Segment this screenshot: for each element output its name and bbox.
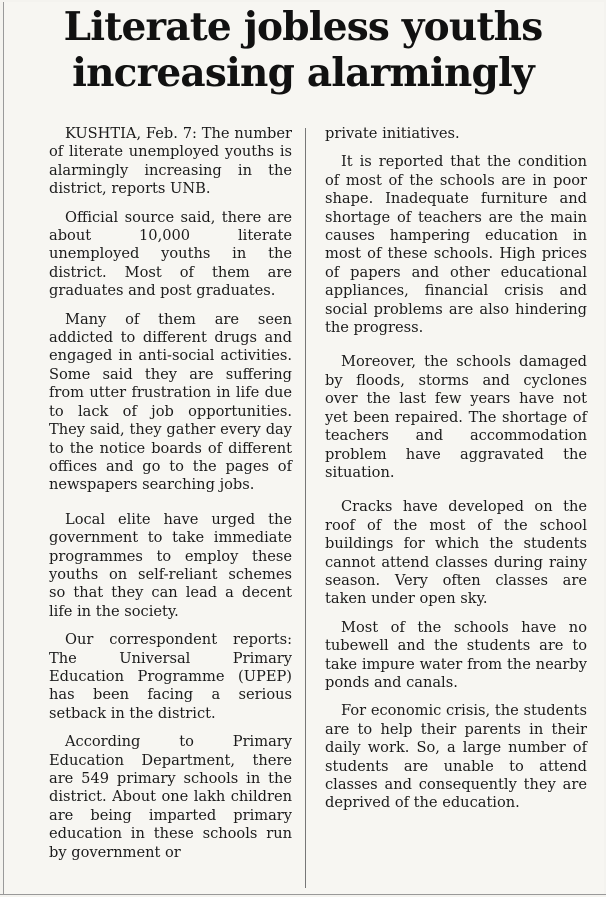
paragraph-economic-crisis: For economic crisis, the students are to help their parents in their daily work. So, a large number of students are unable to attend classes and consequently they are deprived of the education. xyxy=(325,702,587,812)
paragraph-floods: Moreover, the schools damaged by floods, storms and cyclones over the last few years have not yet been repaired. The shortage of teachers and accommodation problem have aggravated the situation. xyxy=(325,353,587,481)
paragraph-local-elite: Local elite have urged the government to take immediate programmes to employ these youths on self-reliant schemes so that they can lead a decent life in the society. xyxy=(49,510,292,620)
paragraph-primary-schools: According to Primary Education Department, there are 549 primary schools in the district. About one lakh children are being imparted primary education in these schools run by government or xyxy=(49,733,292,861)
paragraph-tubewell: Most of the schools have no tubewell and the students are to take impure water from the nearby ponds and canals. xyxy=(325,618,587,691)
column-divider xyxy=(305,128,306,888)
paragraph-official-source: Official source said, there are about 10,000 literate unemployed youths in the district. Most of them are graduates and post graduates. xyxy=(49,208,292,300)
headline-line-2: increasing alarmingly xyxy=(72,50,534,96)
paragraph-cracks: Cracks have developed on the roof of the most of the school buildings for which the students cannot attend classes during rainy season. Very often classes are taken under open sky. xyxy=(325,498,587,608)
headline-line-1: Literate jobless youths xyxy=(63,4,543,50)
article-column-left xyxy=(49,125,292,872)
paragraph-drugs: Many of them are seen addicted to different drugs and engaged in anti-social activities. Some said they are suffering from utter frustration in life due to lack of job opportunities. They said, they gather every day to the notice boards of different offices and go to the pages of newspapers searching jobs. xyxy=(49,310,292,494)
paragraph-private-initiatives: private initiatives. xyxy=(325,125,460,142)
paragraph-poor-shape: It is reported that the condition of most of the schools are in poor shape. Inadequate furniture and shortage of teachers are the main causes hampering education in most of these schools. High prices of papers and other educational appliances, financial crisis and social problems are also hindering the progress. xyxy=(325,153,587,337)
article-column-right xyxy=(325,125,587,823)
paragraph-correspondent: Our correspondent reports: The Universal Primary Education Programme (UPEP) has been facing a serious setback in the district. xyxy=(49,631,292,722)
paragraph-dateline: KUSHTIA, Feb. 7: The number of literate unemployed youths is alarmingly increasing in the district, reports UNB. xyxy=(49,125,292,198)
bottom-edge xyxy=(0,894,606,895)
headline xyxy=(0,4,606,96)
